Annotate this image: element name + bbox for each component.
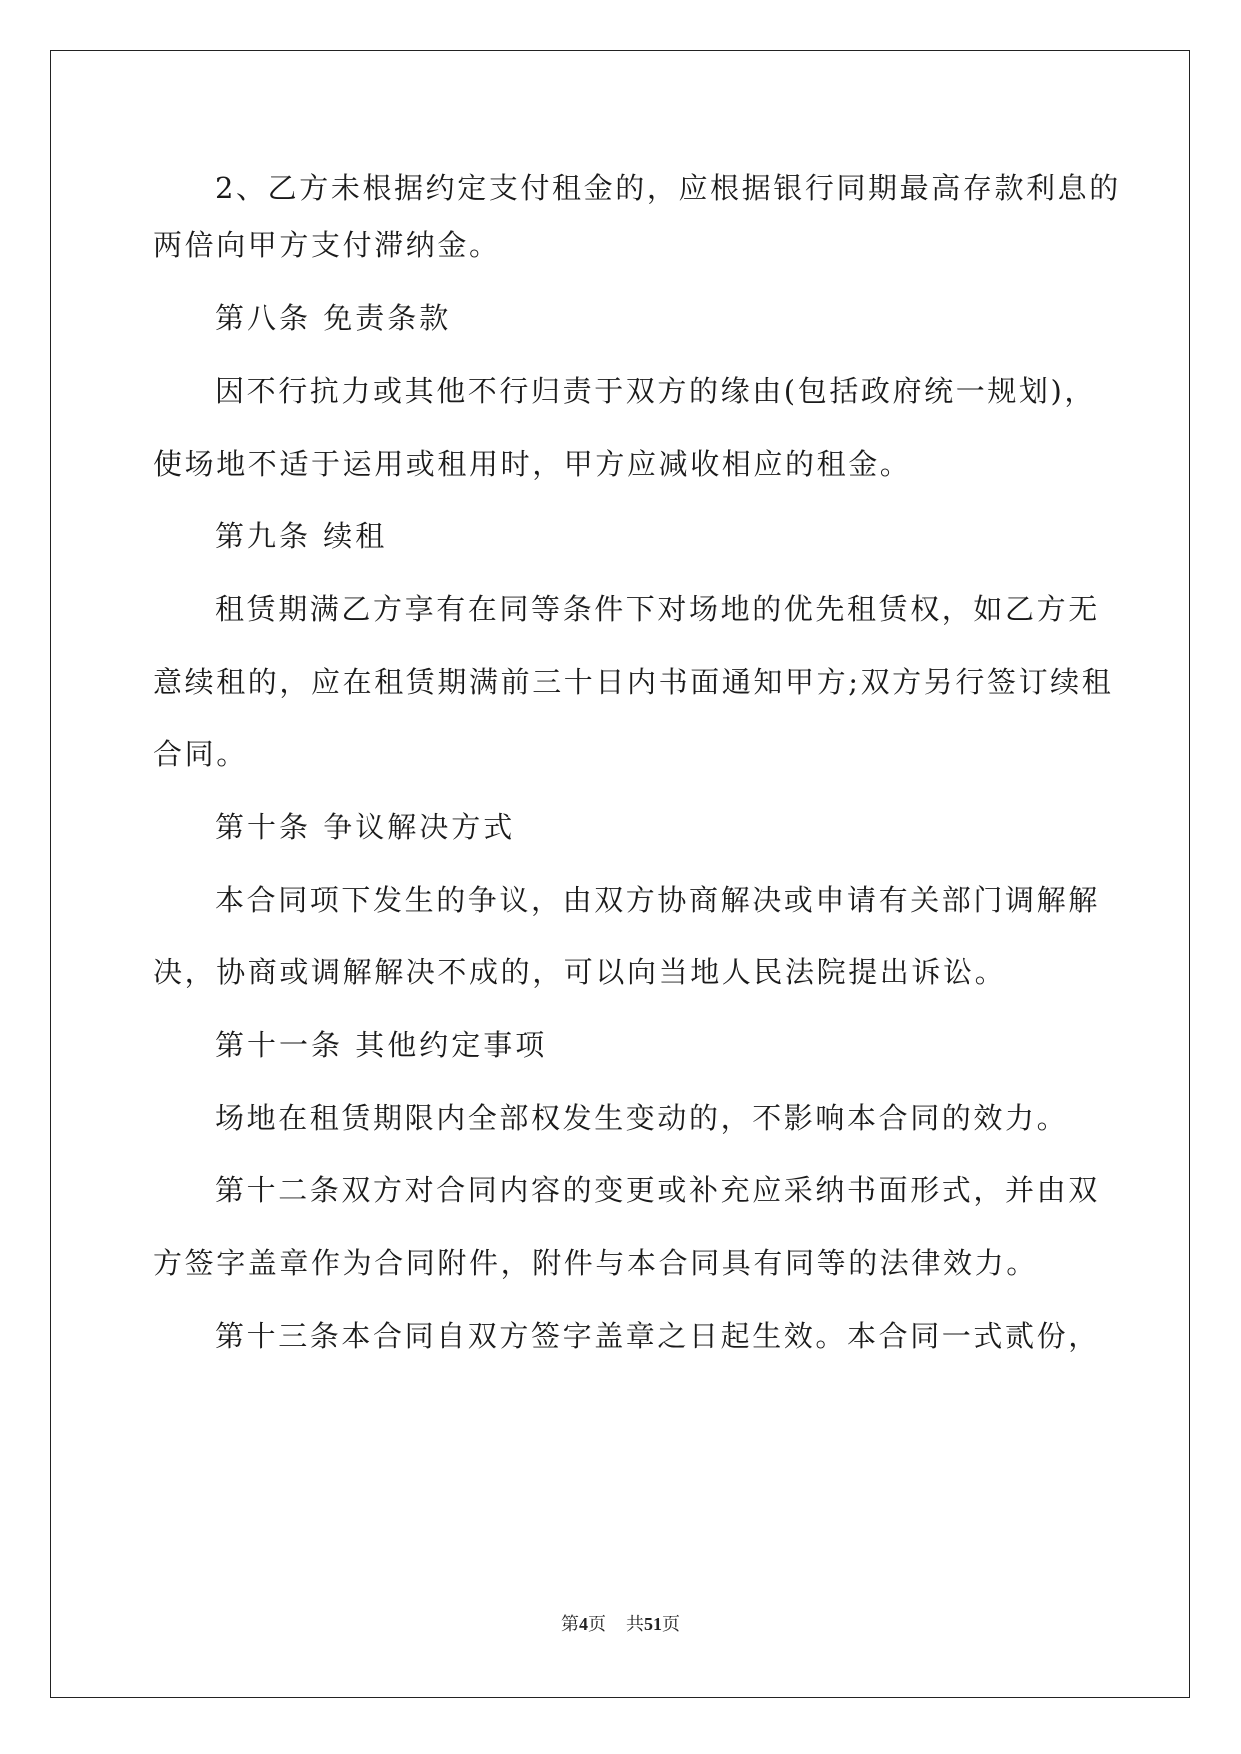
total-pages-number: 51	[644, 1614, 662, 1634]
page-footer	[0, 1612, 1241, 1636]
footer-page-suffix: 页	[588, 1614, 606, 1634]
paragraph-line: 意续租的，应在租赁期满前三十日内书面通知甲方;双方另行签订续租	[153, 665, 1114, 699]
current-page-number: 4	[579, 1614, 588, 1634]
footer-total-suffix: 页	[662, 1614, 680, 1634]
footer-total-prefix: 共	[626, 1614, 644, 1634]
paragraph-line: 场地在租赁期限内全部权发生变动的，不影响本合同的效力。	[215, 1101, 1069, 1135]
paragraph-line: 合同。	[153, 737, 248, 771]
paragraph-line: 决，协商或调解解决不成的，可以向当地人民法院提出诉讼。	[153, 955, 1007, 989]
paragraph-line: 方签字盖章作为合同附件，附件与本合同具有同等的法律效力。	[153, 1246, 1038, 1280]
footer-prefix: 第	[561, 1614, 579, 1634]
paragraph-line: 第十三条本合同自双方签字盖章之日起生效。本合同一式贰份，	[215, 1319, 1100, 1353]
paragraph-line: 两倍向甲方支付滞纳金。	[153, 228, 501, 262]
section-heading: 第八条 免责条款	[215, 301, 452, 335]
paragraph-line: 第十二条双方对合同内容的变更或补充应采纳书面形式，并由双	[215, 1173, 1100, 1207]
section-heading: 第十条 争议解决方式	[215, 810, 516, 844]
paragraph-line: 2、乙方未根据约定支付租金的，应根据银行同期最高存款利息的	[215, 171, 1121, 205]
paragraph-line: 因不行抗力或其他不行归责于双方的缘由(包括政府统一规划)，	[215, 374, 1097, 408]
paragraph-line: 使场地不适于运用或租用时，甲方应减收相应的租金。	[153, 447, 912, 481]
section-heading: 第九条 续租	[215, 519, 388, 553]
section-heading: 第十一条 其他约定事项	[215, 1028, 548, 1062]
paragraph-line: 本合同项下发生的争议，由双方协商解决或申请有关部门调解解	[215, 883, 1100, 917]
paragraph-line: 租赁期满乙方享有在同等条件下对场地的优先租赁权，如乙方无	[215, 592, 1100, 626]
